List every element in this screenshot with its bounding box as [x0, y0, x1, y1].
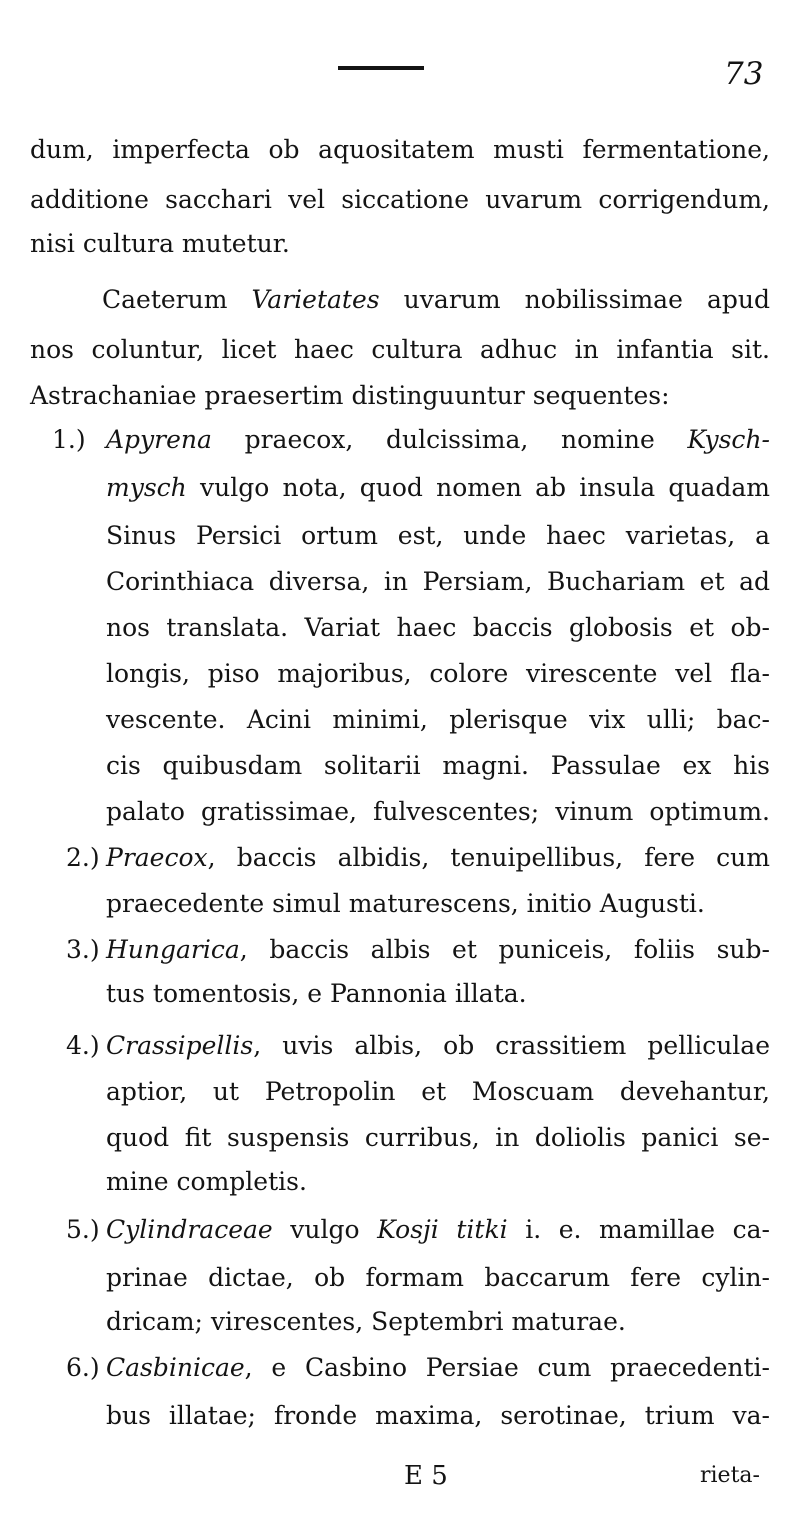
text-line: bus illatae; fronde maxima, serotinae, trium va- [106, 1401, 770, 1430]
catchword: rieta- [700, 1463, 760, 1488]
text-line: Casbinicae, e Casbino Persiae cum praecedenti- [106, 1353, 770, 1382]
item-label: 6.) [66, 1353, 100, 1382]
italic-term: Praecox [106, 843, 208, 872]
italic-term: Kysch- [687, 425, 770, 454]
text-line: nos translata. Variat haec baccis globosis et ob- [106, 613, 770, 642]
italic-term: Hungarica [106, 935, 240, 964]
text-line: Caeterum Varietates uvarum nobilissimae apud [102, 285, 771, 314]
item-label: 1.) [52, 425, 86, 454]
italic-term: Casbinicae [106, 1353, 245, 1382]
text-line: Sinus Persici ortum est, unde haec varietas, a [106, 521, 770, 550]
text-line: dricam; virescentes, Septembri maturae. [106, 1307, 626, 1336]
text-line: Crassipellis, uvis albis, ob crassitiem pelliculae [106, 1031, 770, 1060]
italic-term: Kosji titki [377, 1215, 508, 1244]
text-line: Apyrena praecox, dulcissima, nomine Kysch- [106, 425, 770, 454]
item-label: 4.) [66, 1031, 100, 1060]
text-line: Praecox, baccis albidis, tenuipellibus, fere cum [106, 843, 770, 872]
item-label: 5.) [66, 1215, 100, 1244]
italic-term: Cylindraceae [106, 1215, 273, 1244]
text-line: vescente. Acini minimi, plerisque vix ulli; bac- [106, 705, 770, 734]
text-line: nos coluntur, licet haec cultura adhuc in infantia sit. [30, 335, 770, 364]
italic-term: mysch [106, 473, 187, 502]
italic-term: Crassipellis [106, 1031, 254, 1060]
text-line: tus tomentosis, e Pannonia illata. [106, 979, 527, 1008]
signature-mark: E 5 [404, 1461, 448, 1491]
text-line: longis, piso majoribus, colore virescente vel fla- [106, 659, 770, 688]
text-line: quod fit suspensis curribus, in doliolis panici se- [106, 1123, 770, 1152]
text-line: Hungarica, baccis albis et puniceis, foliis sub- [106, 935, 770, 964]
text-line: Corinthiaca diversa, in Persiam, Buchariam et ad [106, 567, 770, 596]
italic-term: Varietates [251, 285, 380, 314]
italic-term: Apyrena [106, 425, 212, 454]
text-line: aptior, ut Petropolin et Moscuam devehantur, [106, 1077, 770, 1106]
text-line: nisi cultura mutetur. [30, 229, 290, 258]
text-line: mysch vulgo nota, quod nomen ab insula quadam [106, 473, 770, 502]
text-line: dum, imperfecta ob aquositatem musti fermentatione, [30, 135, 770, 164]
header-rule [338, 66, 424, 70]
text-line: prinae dictae, ob formam baccarum fere cylin- [106, 1263, 770, 1292]
text-line: palato gratissimae, fulvescentes; vinum optimum. [106, 797, 770, 826]
text-line: additione sacchari vel siccatione uvarum corrigendum, [30, 185, 770, 214]
text-line: praecedente simul maturescens, initio Augusti. [106, 889, 705, 918]
page-number: 73 [724, 56, 764, 92]
text-line: cis quibusdam solitarii magni. Passulae ex his [106, 751, 770, 780]
item-label: 2.) [66, 843, 100, 872]
text-line: mine completis. [106, 1167, 307, 1196]
text-line: Cylindraceae vulgo Kosji titki i. e. mamillae ca- [106, 1215, 770, 1244]
text-line: Astrachaniae praesertim distinguuntur sequentes: [30, 381, 670, 410]
item-label: 3.) [66, 935, 100, 964]
